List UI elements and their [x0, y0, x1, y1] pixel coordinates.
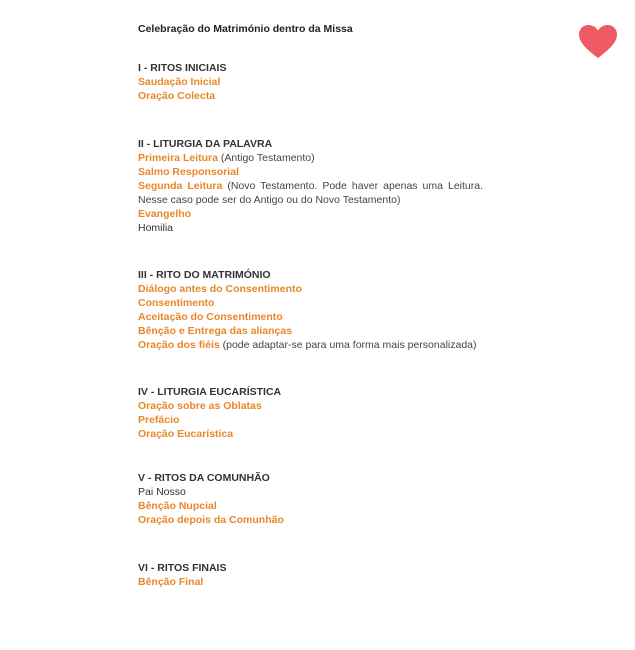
list-item [138, 485, 483, 499]
link-oracao-eucaristica[interactable]: Oração Eucarística [138, 428, 234, 440]
section-ritos-comunhao [138, 471, 483, 527]
page-title: Celebração do Matrimónio dentro da Missa [138, 23, 353, 35]
section-heading: IV - LITURGIA EUCARÍSTICA [138, 386, 282, 398]
section-heading: VI - RITOS FINAIS [138, 562, 227, 574]
list-item [138, 296, 483, 310]
link-oracao-colecta[interactable]: Oração Colecta [138, 90, 216, 102]
link-bencao-aliancas[interactable]: Bênção e Entrega das alianças [138, 325, 293, 337]
document [138, 22, 483, 615]
item-pai-nosso: Pai Nosso [138, 486, 186, 498]
link-salmo-responsorial[interactable]: Salmo Responsorial [138, 166, 239, 178]
list-item [138, 513, 483, 527]
link-oracao-fieis[interactable]: Oração dos fiéis [138, 339, 220, 351]
item-note: (pode adaptar-se para uma forma mais personalizada) [219, 339, 477, 351]
link-evangelho[interactable]: Evangelho [138, 208, 192, 220]
list-item [138, 89, 483, 103]
list-item [138, 165, 483, 179]
link-oracao-comunhao[interactable]: Oração depois da Comunhão [138, 514, 284, 526]
item-note: (Antigo Testamento) [217, 152, 315, 164]
list-item [138, 75, 483, 89]
list-item [138, 399, 483, 413]
list-item [138, 310, 483, 324]
item-note: (Novo Testamento. Pode haver apenas uma Leitura. Nesse caso pode ser do Antigo ou do Novo Testamento) [138, 180, 483, 206]
list-item [138, 338, 483, 352]
list-item [138, 207, 483, 221]
list-item [138, 575, 483, 589]
list-item [138, 179, 483, 207]
link-saudacao-inicial[interactable]: Saudação Inicial [138, 76, 221, 88]
section-liturgia-palavra [138, 137, 483, 235]
section-heading: I - RITOS INICIAIS [138, 62, 227, 74]
list-item [138, 324, 483, 338]
section-ritos-iniciais [138, 61, 483, 103]
section-heading: II - LITURGIA DA PALAVRA [138, 138, 273, 150]
list-item [138, 151, 483, 165]
section-liturgia-eucaristica [138, 385, 483, 441]
section-heading: III - RITO DO MATRIMÓNIO [138, 269, 271, 281]
link-prefacio[interactable]: Prefácio [138, 414, 180, 426]
list-item [138, 282, 483, 296]
heart-icon[interactable] [578, 24, 618, 60]
section-heading: V - RITOS DA COMUNHÃO [138, 472, 270, 484]
link-segunda-leitura[interactable]: Segunda Leitura [138, 180, 223, 192]
section-rito-matrimonio [138, 268, 483, 352]
link-oracao-oblatas[interactable]: Oração sobre as Oblatas [138, 400, 262, 412]
list-item [138, 499, 483, 513]
link-dialogo-consentimento[interactable]: Diálogo antes do Consentimento [138, 283, 302, 295]
link-bencao-final[interactable]: Bênção Final [138, 576, 204, 588]
item-homilia: Homilia [138, 222, 174, 234]
list-item [138, 427, 483, 441]
list-item [138, 221, 483, 235]
list-item [138, 413, 483, 427]
section-ritos-finais [138, 561, 483, 589]
link-consentimento[interactable]: Consentimento [138, 297, 215, 309]
link-bencao-nupcial[interactable]: Bênção Nupcial [138, 500, 217, 512]
link-aceitacao-consentimento[interactable]: Aceitação do Consentimento [138, 311, 283, 323]
link-primeira-leitura[interactable]: Primeira Leitura [138, 152, 218, 164]
